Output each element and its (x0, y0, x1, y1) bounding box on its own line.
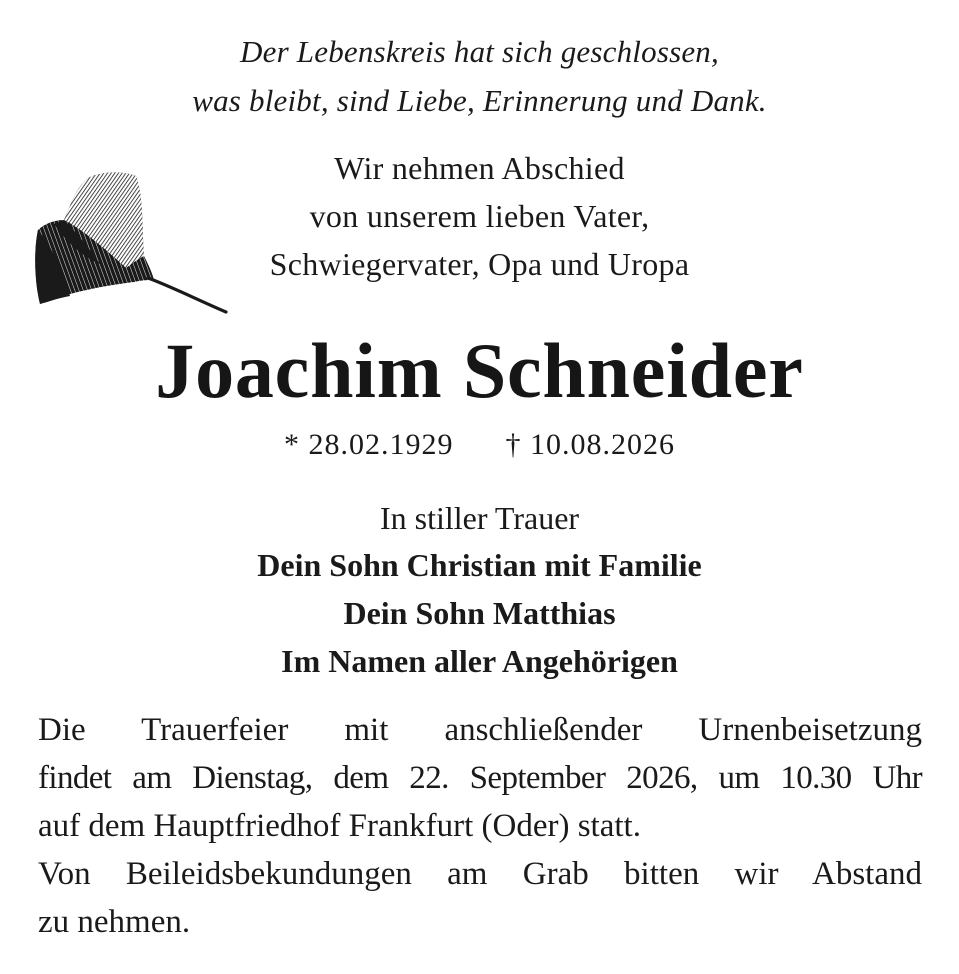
ceremony-line-3: auf dem Hauptfriedhof Frankfurt (Oder) statt. (38, 808, 641, 844)
ceremony-line-1: Die Trauerfeier mit anschließender Urnenbeisetzung (38, 712, 922, 748)
birth-date: 28.02.1929 (308, 428, 454, 461)
ceremony-line-2: findet am Dienstag, dem 22. September 2026, um 10.30 Uhr (38, 760, 922, 796)
mourner-line-2: Dein Sohn Matthias (343, 595, 616, 631)
mourning-heading: In stiller Trauer (379, 500, 580, 536)
birth-symbol: * (284, 428, 300, 461)
mourner-line-3: Im Namen aller Angehörigen (281, 643, 678, 679)
motto-line-1: Der Lebenskreis hat sich geschlossen, (240, 34, 719, 69)
life-dates (0, 428, 959, 462)
intro-line-2: von unserem lieben Vater, (309, 198, 650, 234)
ceremony-line-5: zu nehmen. (38, 904, 191, 940)
death-date: 10.08.2026 (530, 428, 675, 461)
mourner-line-1: Dein Sohn Christian mit Familie (257, 547, 702, 583)
intro-line-1: Wir nehmen Abschied (334, 150, 625, 186)
deceased-name: Joachim Schneider (155, 327, 804, 414)
death-symbol: † (505, 428, 522, 461)
intro-line-3: Schwiegervater, Opa und Uropa (269, 246, 690, 282)
ginkgo-leaf-icon (30, 168, 230, 318)
motto-line-2: was bleibt, sind Liebe, Erinnerung und Dank. (192, 83, 767, 118)
ceremony-line-4: Von Beileidsbekundungen am Grab bitten wir Abstand (38, 856, 922, 892)
